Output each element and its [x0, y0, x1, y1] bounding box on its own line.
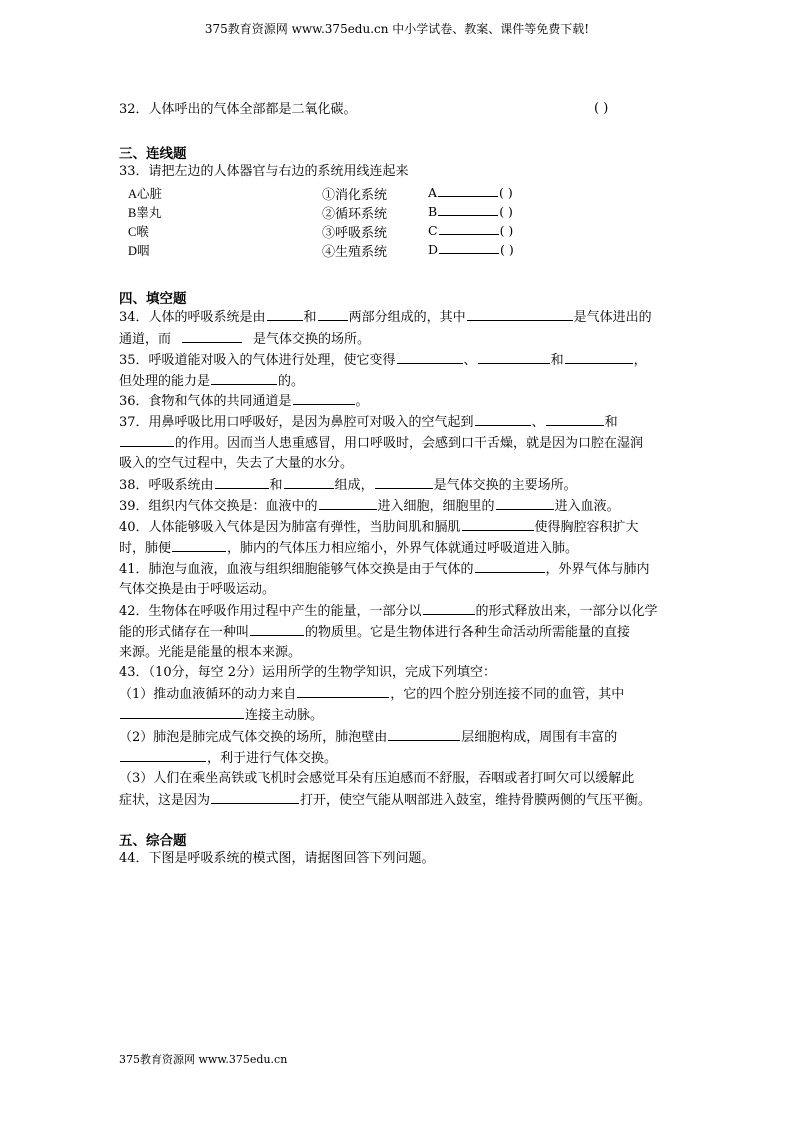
text-fragment: 。: [355, 394, 369, 409]
match-blank: [438, 203, 498, 216]
question-43-part1-line2: [119, 706, 323, 724]
question-33: 33．请把左边的人体器官与右边的系统用线连起来: [119, 164, 409, 179]
question-43-part3-line2: [119, 791, 651, 809]
match-right-d: [428, 241, 514, 257]
answer-blank: [120, 749, 206, 762]
text-fragment: 是气体进出的: [573, 310, 652, 325]
match-mid-1: ①消化系统: [322, 188, 388, 203]
match-paren: ( ): [500, 242, 514, 257]
text-fragment: 但处理的能力是: [119, 374, 211, 389]
text-fragment: ，: [633, 353, 647, 368]
question-36: [119, 392, 369, 410]
question-32: [119, 101, 357, 118]
text-fragment: 的。: [278, 374, 305, 389]
text-fragment: 34．人体的呼吸系统是由: [119, 310, 266, 325]
match-letter: B: [428, 204, 438, 219]
match-left-b: B睾丸: [128, 206, 162, 220]
text-fragment: 进入血液。: [554, 499, 620, 514]
question-43-part2-line1: [119, 728, 617, 746]
text-fragment: （1）推动血液循环的动力来自: [119, 687, 297, 702]
match-letter: A: [428, 185, 438, 200]
text-fragment: 42．生物体在呼吸作用过程中产生的能量，一部分以: [119, 604, 422, 619]
match-right-b: [428, 203, 513, 219]
answer-blank: [293, 392, 355, 405]
answer-blank: [475, 560, 545, 573]
text-fragment: 是气体交换的场所。: [253, 332, 371, 347]
answer-blank: [267, 308, 303, 321]
answer-blank: [423, 602, 475, 615]
text-fragment: 能的形式储存在一种叫: [119, 625, 250, 640]
match-left-d: D咽: [128, 244, 150, 258]
question-43-part2-line2: [119, 749, 337, 767]
question-40-line1: [119, 518, 639, 536]
match-mid-2: ②循环系统: [322, 207, 388, 222]
question-40-line2: [119, 539, 578, 557]
section-4-title: 四、填空题: [119, 291, 187, 307]
text-fragment: 使得胸腔容积扩大: [534, 520, 639, 535]
question-37-line3: 吸入的空气过程中，失去了大量的水分。: [119, 456, 354, 471]
question-42-line3: 来源。光能是能量的根本来源。: [119, 645, 302, 660]
match-right-c: [428, 222, 513, 238]
text-fragment: 连接主动脉。: [245, 708, 324, 723]
text-fragment: 和: [269, 478, 283, 493]
text-fragment: 时，肺便: [119, 541, 172, 556]
text-fragment: 、: [531, 415, 545, 430]
match-letter: D: [428, 242, 439, 257]
text-fragment: 两部分组成的，其中: [348, 310, 466, 325]
text-fragment: 打开，使空气能从咽部进入鼓室，维持骨膜两侧的气压平衡。: [300, 793, 652, 808]
answer-blank: [172, 539, 226, 552]
answer-blank: [120, 706, 244, 719]
text-fragment: 和: [550, 353, 564, 368]
text-fragment: 、: [463, 353, 477, 368]
q32-answer-paren: ( ): [594, 101, 609, 116]
question-35-line2: [119, 372, 304, 390]
text-fragment: 的作用。因而当人患重感冒，用口呼吸时，会感到口干舌燥，就是因为口腔在湿润: [175, 436, 644, 451]
question-34-line2: [119, 330, 370, 348]
answer-blank: [211, 372, 277, 385]
text-fragment: 进入细胞，细胞里的: [377, 499, 495, 514]
answer-blank: [478, 351, 550, 364]
answer-blank: [284, 476, 334, 489]
match-paren: ( ): [499, 185, 513, 200]
section-5-title: 五、综合题: [119, 833, 187, 849]
match-left-c: C喉: [128, 225, 149, 239]
text-fragment: 的形式释放出来，一部分以化学: [475, 604, 658, 619]
question-38: [119, 476, 577, 494]
text-fragment: ，肺内的气体压力相应缩小，外界气体就通过呼吸道进入肺。: [227, 541, 579, 556]
answer-blank: [467, 308, 573, 321]
question-42-line2: [119, 623, 630, 641]
text-fragment: 通道，而: [119, 332, 172, 347]
answer-blank: [475, 413, 531, 426]
answer-blank: [250, 623, 304, 636]
match-blank: [438, 184, 498, 197]
text-fragment: ，它的四个腔分别连接不同的血管，其中: [390, 687, 625, 702]
question-43-title: 43．（10分，每空 2分）运用所学的生物学知识，完成下列填空：: [119, 665, 496, 680]
text-fragment: 40．人体能够吸入气体是因为肺富有弹性，当肋间肌和膈肌: [119, 520, 461, 535]
page-footer: 375教育资源网 www.375edu.cn: [119, 1053, 288, 1066]
q32-text: 32．人体呼出的气体全部都是二氧化碳。: [119, 102, 357, 117]
text-fragment: ，利于进行气体交换。: [207, 751, 338, 766]
answer-blank: [319, 497, 377, 510]
text-fragment: 是气体交换的主要场所。: [433, 478, 577, 493]
section-3-title: 三、连线题: [119, 146, 187, 162]
question-41-line2: 气体交换是由于呼吸运动。: [119, 582, 276, 597]
text-fragment: 和: [303, 310, 317, 325]
match-blank: [439, 241, 499, 254]
answer-blank: [297, 685, 389, 698]
page-header: 375教育资源网 www.375edu.cn 中小学试卷、教案、课件等免费下载!: [204, 22, 590, 36]
answer-blank: [120, 434, 174, 447]
answer-blank: [397, 351, 463, 364]
match-letter: C: [428, 223, 438, 238]
text-fragment: 层细胞构成，周围有丰富的: [461, 730, 618, 745]
text-fragment: 组成，: [334, 478, 374, 493]
text-fragment: （2）肺泡是肺完成气体交换的场所，肺泡壁由: [119, 730, 388, 745]
question-44: 44．下图是呼吸系统的模式图，请据图回答下列问题。: [119, 851, 435, 866]
answer-blank: [462, 518, 534, 531]
answer-blank: [215, 476, 269, 489]
text-fragment: 症状，这是因为: [119, 793, 211, 808]
text-fragment: 39．组织内气体交换是：血液中的: [119, 499, 318, 514]
text-fragment: ，外界气体与肺内: [545, 562, 650, 577]
match-right-a: [428, 184, 513, 200]
text-fragment: 的物质里。它是生物体进行各种生命活动所需能量的直接: [305, 625, 631, 640]
answer-blank: [388, 728, 460, 741]
match-mid-3: ③呼吸系统: [322, 226, 388, 241]
text-fragment: 和: [604, 415, 618, 430]
answer-blank: [318, 308, 348, 321]
text-fragment: 38．呼吸系统由: [119, 478, 214, 493]
answer-blank: [375, 476, 433, 489]
text-fragment: 36．食物和气体的共同通道是: [119, 394, 292, 409]
answer-blank: [546, 413, 604, 426]
answer-blank: [182, 330, 242, 343]
text-fragment: 41．肺泡与血液，血液与组织细胞能够气体交换是由于气体的: [119, 562, 474, 577]
text-fragment: 35．呼吸道能对吸入的气体进行处理，使它变得: [119, 353, 396, 368]
answer-blank: [496, 497, 554, 510]
text-fragment: 37．用鼻呼吸比用口呼吸好，是因为鼻腔可对吸入的空气起到: [119, 415, 474, 430]
question-43-part1-line1: [119, 685, 624, 703]
question-37-line1: [119, 413, 618, 431]
question-41-line1: [119, 560, 650, 578]
question-39: [119, 497, 620, 515]
question-43-part3-line1: （3）人们在乘坐高铁或飞机时会感觉耳朵有压迫感而不舒服，吞咽或者打呵欠可以缓解此: [119, 771, 635, 786]
match-mid-4: ④生殖系统: [322, 245, 388, 260]
answer-blank: [211, 791, 299, 804]
match-blank: [439, 222, 499, 235]
match-paren: ( ): [499, 204, 513, 219]
match-paren: ( ): [499, 223, 514, 238]
question-42-line1: [119, 602, 658, 620]
answer-blank: [565, 351, 633, 364]
question-37-line2: [119, 434, 643, 452]
question-35-line1: [119, 351, 647, 369]
question-34-line1: [119, 308, 652, 326]
match-left-a: A心脏: [128, 187, 163, 201]
